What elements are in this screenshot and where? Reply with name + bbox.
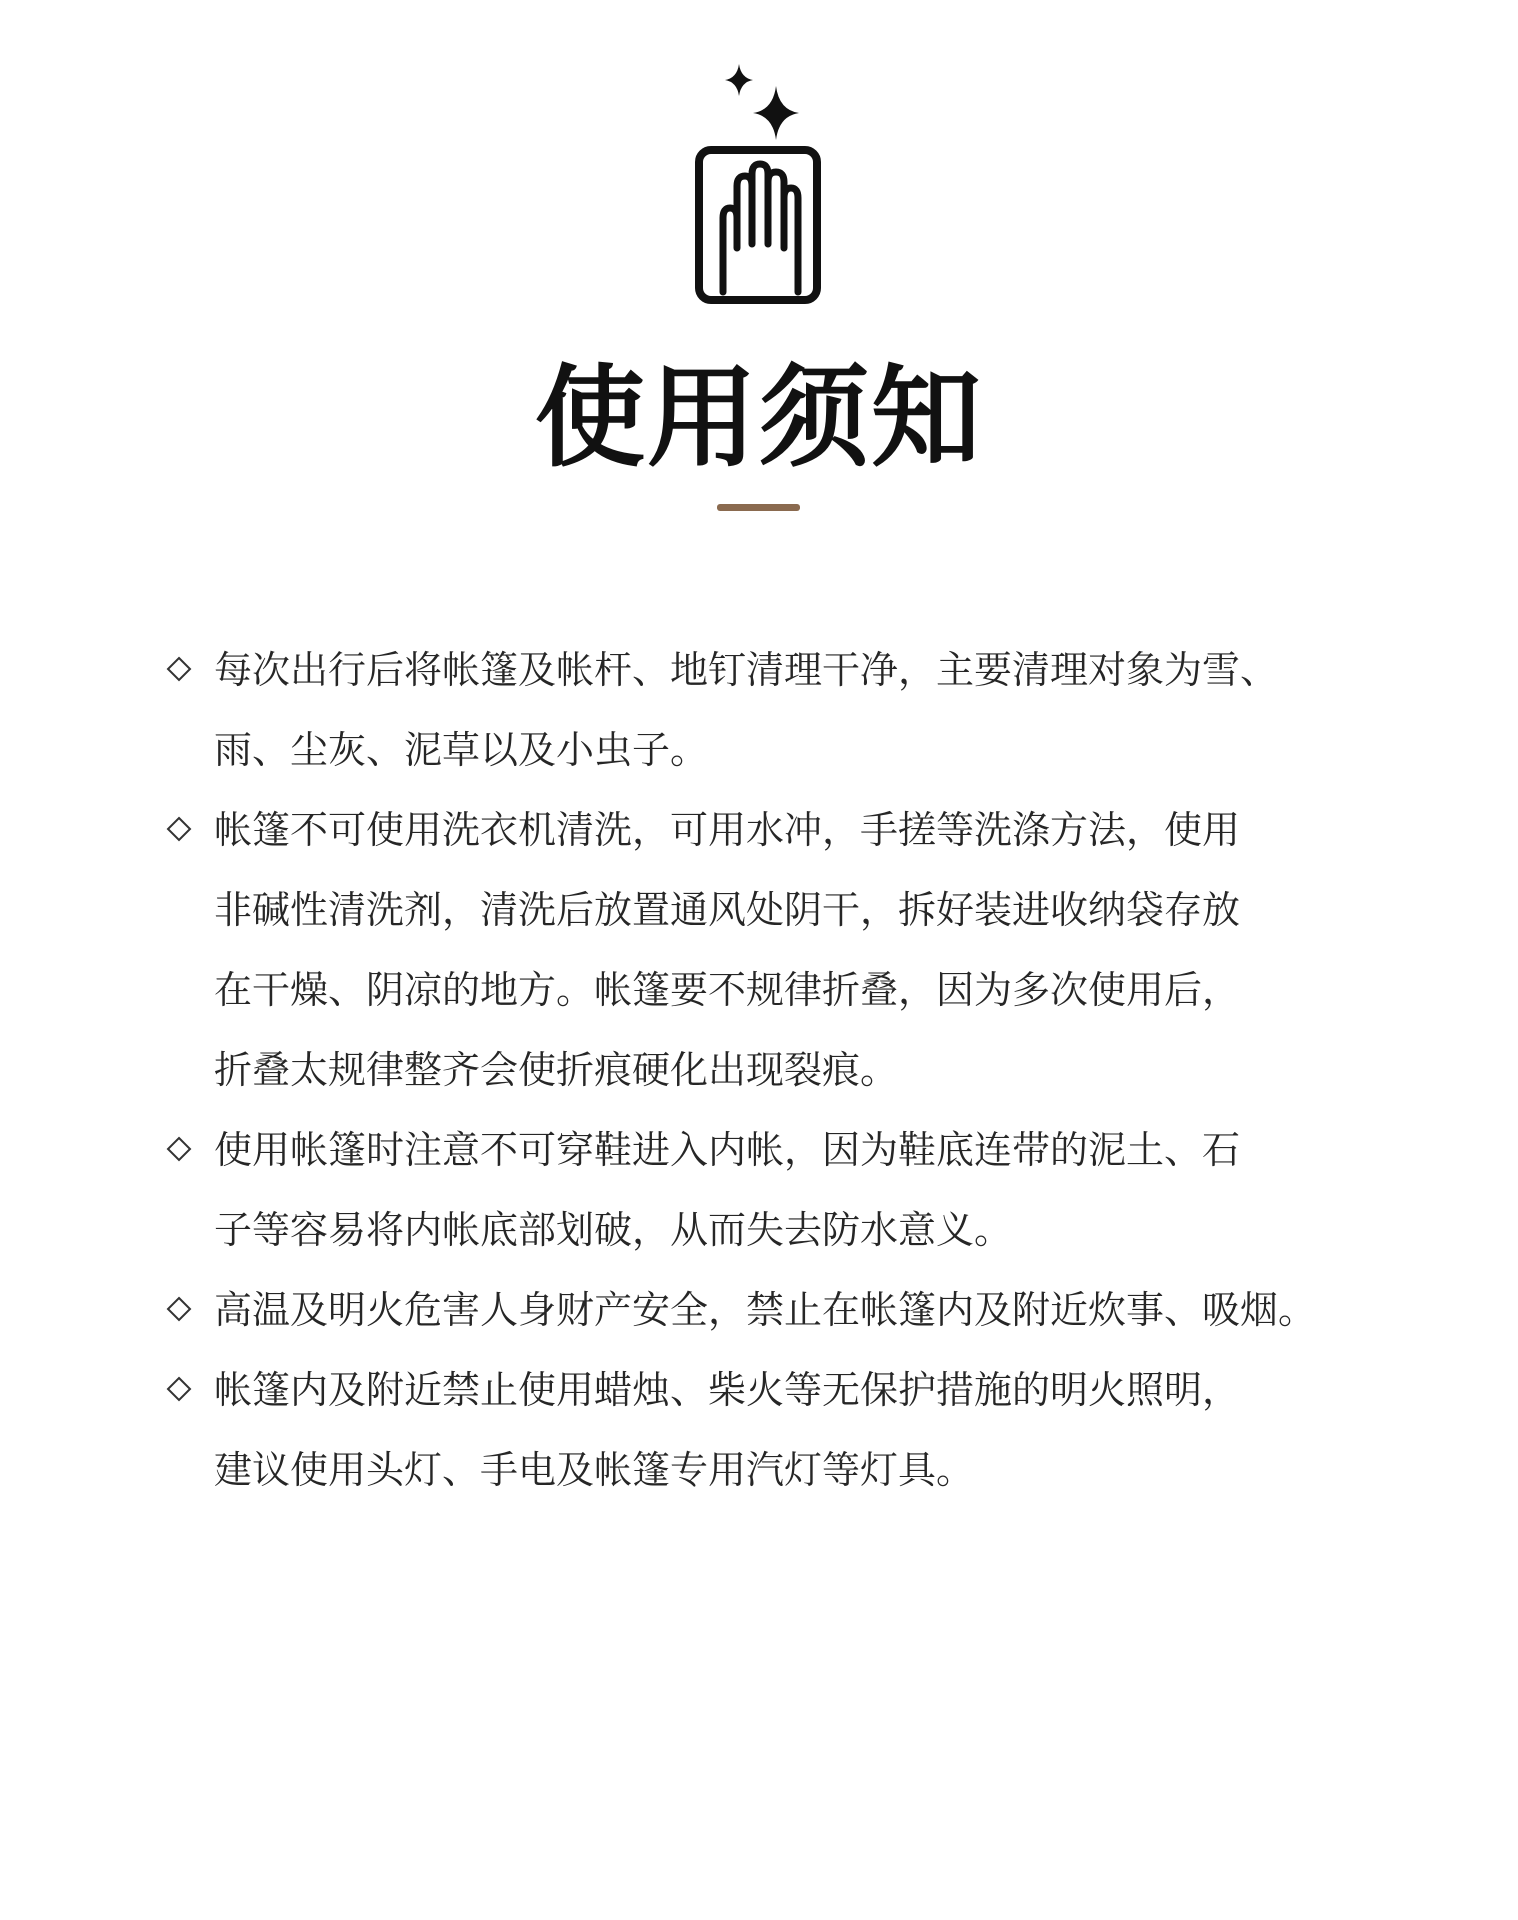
notice-line: 帐篷不可使用洗衣机清洗，可用水冲，手搓等洗涤方法，使用 [214,808,1241,852]
notice-line: 雨、尘灰、泥草以及小虫子。 [214,728,709,772]
hand-wash-sparkle-icon [689,58,829,308]
diamond-outline-icon [166,656,192,682]
title-divider [717,504,800,511]
notice-item-1 [160,630,1450,790]
notice-line: 子等容易将内帐底部划破，从而失去防水意义。 [214,1208,1013,1252]
notice-line: 非碱性清洗剂，清洗后放置通风处阴干，拆好装进收纳袋存放 [214,888,1241,932]
notice-line: 使用帐篷时注意不可穿鞋进入内帐，因为鞋底连带的泥土、石 [214,1128,1241,1172]
notice-item-3 [160,1110,1450,1270]
notice-item-5 [160,1350,1450,1510]
notice-line: 折叠太规律整齐会使折痕硬化出现裂痕。 [214,1048,899,1092]
notice-item-4 [160,1270,1450,1350]
notice-list [160,630,1450,1510]
notice-line: 高温及明火危害人身财产安全，禁止在帐篷内及附近炊事、吸烟。 [214,1288,1317,1332]
diamond-outline-icon [166,816,192,842]
diamond-outline-icon [166,1376,192,1402]
diamond-outline-icon [166,1136,192,1162]
notice-line: 建议使用头灯、手电及帐篷专用汽灯等灯具。 [214,1448,975,1492]
notice-line: 在干燥、阴凉的地方。帐篷要不规律折叠，因为多次使用后， [214,968,1241,1012]
page-title: 使用须知 [535,354,983,482]
notice-line: 每次出行后将帐篷及帐杆、地钉清理干净，主要清理对象为雪、 [214,648,1279,692]
notice-item-2 [160,790,1450,1110]
diamond-outline-icon [166,1296,192,1322]
notice-line: 帐篷内及附近禁止使用蜡烛、柴火等无保护措施的明火照明， [214,1368,1241,1412]
